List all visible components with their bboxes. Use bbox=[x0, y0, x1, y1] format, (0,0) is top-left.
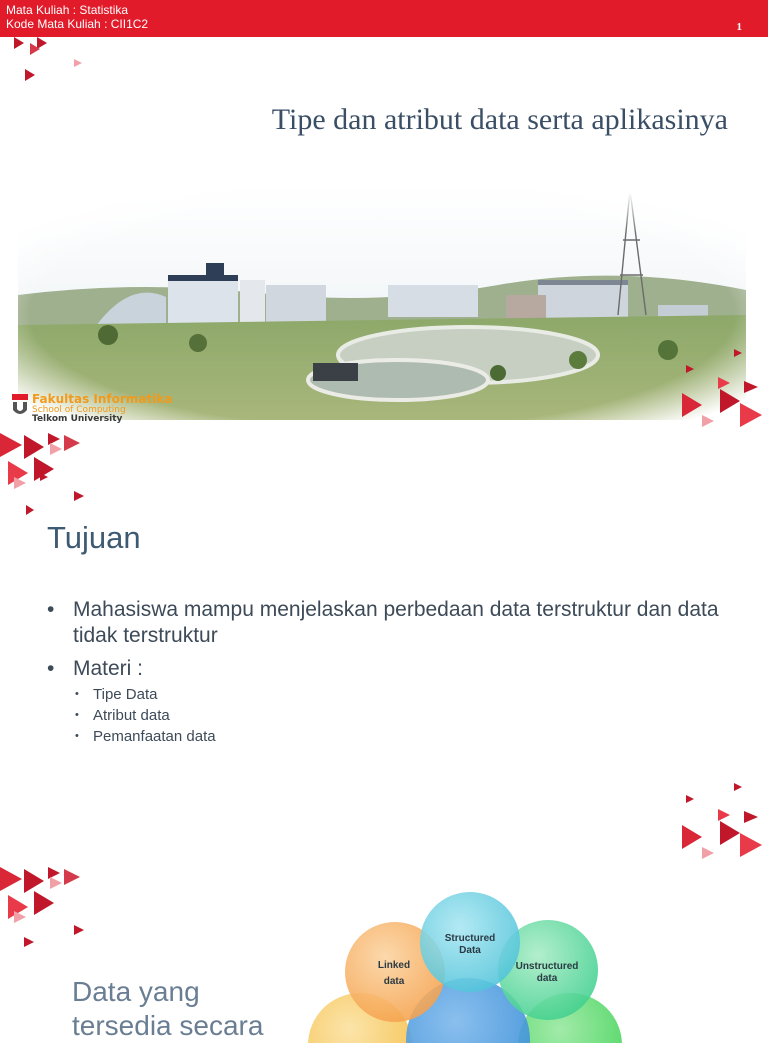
telkom-u-icon bbox=[10, 394, 30, 418]
decorative-triangle-small bbox=[20, 501, 40, 521]
decorative-triangles-right bbox=[678, 347, 768, 431]
slide-2 bbox=[0, 431, 768, 865]
bullet-text-1: Mahasiswa mampu menjelaskan perbedaan data terstruktur dan data tidak terstruktur bbox=[73, 598, 719, 647]
sub-bullet-item-1 bbox=[47, 684, 447, 706]
diagram-label-unstructured-2: data bbox=[536, 973, 558, 984]
bullet-item-1 bbox=[47, 597, 727, 651]
sub-bullet-text-2: Atribut data bbox=[93, 707, 170, 724]
sub-bullet-icon: • bbox=[75, 688, 79, 700]
decorative-triangles-left bbox=[0, 431, 90, 511]
sub-bullet-item-3 bbox=[47, 726, 447, 748]
slide-title: Tipe dan atribut data serta aplikasinya bbox=[271, 103, 728, 136]
sub-bullet-text-1: Tipe Data bbox=[93, 686, 158, 703]
diagram-label-linked-1: Linked bbox=[377, 960, 411, 971]
diagram-label-structured-2: Data bbox=[459, 945, 481, 956]
bullet-text-2: Materi : bbox=[73, 657, 144, 680]
bullet-icon: • bbox=[47, 657, 55, 680]
decorative-triangles-right bbox=[678, 781, 768, 865]
sub-bullet-item-2 bbox=[47, 705, 447, 727]
decorative-triangles-top-left bbox=[0, 37, 110, 97]
bullet-item-2 bbox=[47, 656, 727, 684]
logo-school-text: School of Computing bbox=[32, 405, 126, 415]
campus-photo bbox=[18, 185, 746, 420]
sub-bullet-icon: • bbox=[75, 709, 79, 721]
data-types-diagram bbox=[300, 890, 640, 1024]
logo-faculty-text: Fakultas Informatika bbox=[32, 392, 173, 406]
course-code: Kode Mata Kuliah : CII1C2 bbox=[6, 17, 149, 31]
slide-1 bbox=[0, 37, 768, 431]
diagram-label-unstructured-1: Unstructured bbox=[515, 961, 579, 972]
page-number: 1 bbox=[736, 21, 742, 33]
diagram-label-linked-2: data bbox=[383, 976, 405, 987]
sub-bullet-icon: • bbox=[75, 730, 79, 742]
slide-3-title: Data yang tersedia secara bbox=[72, 976, 264, 1041]
logo-university-text: Telkom University bbox=[32, 414, 123, 424]
decorative-triangles-left bbox=[0, 865, 90, 949]
slide-3 bbox=[0, 865, 768, 1041]
course-name: Mata Kuliah : Statistika bbox=[6, 3, 129, 17]
diagram-label-structured-1: Structured bbox=[444, 933, 496, 944]
section-heading: Tujuan bbox=[47, 520, 141, 555]
bullet-icon: • bbox=[47, 598, 55, 621]
header-bar bbox=[0, 0, 768, 37]
sub-bullet-text-3: Pemanfaatan data bbox=[93, 728, 216, 745]
